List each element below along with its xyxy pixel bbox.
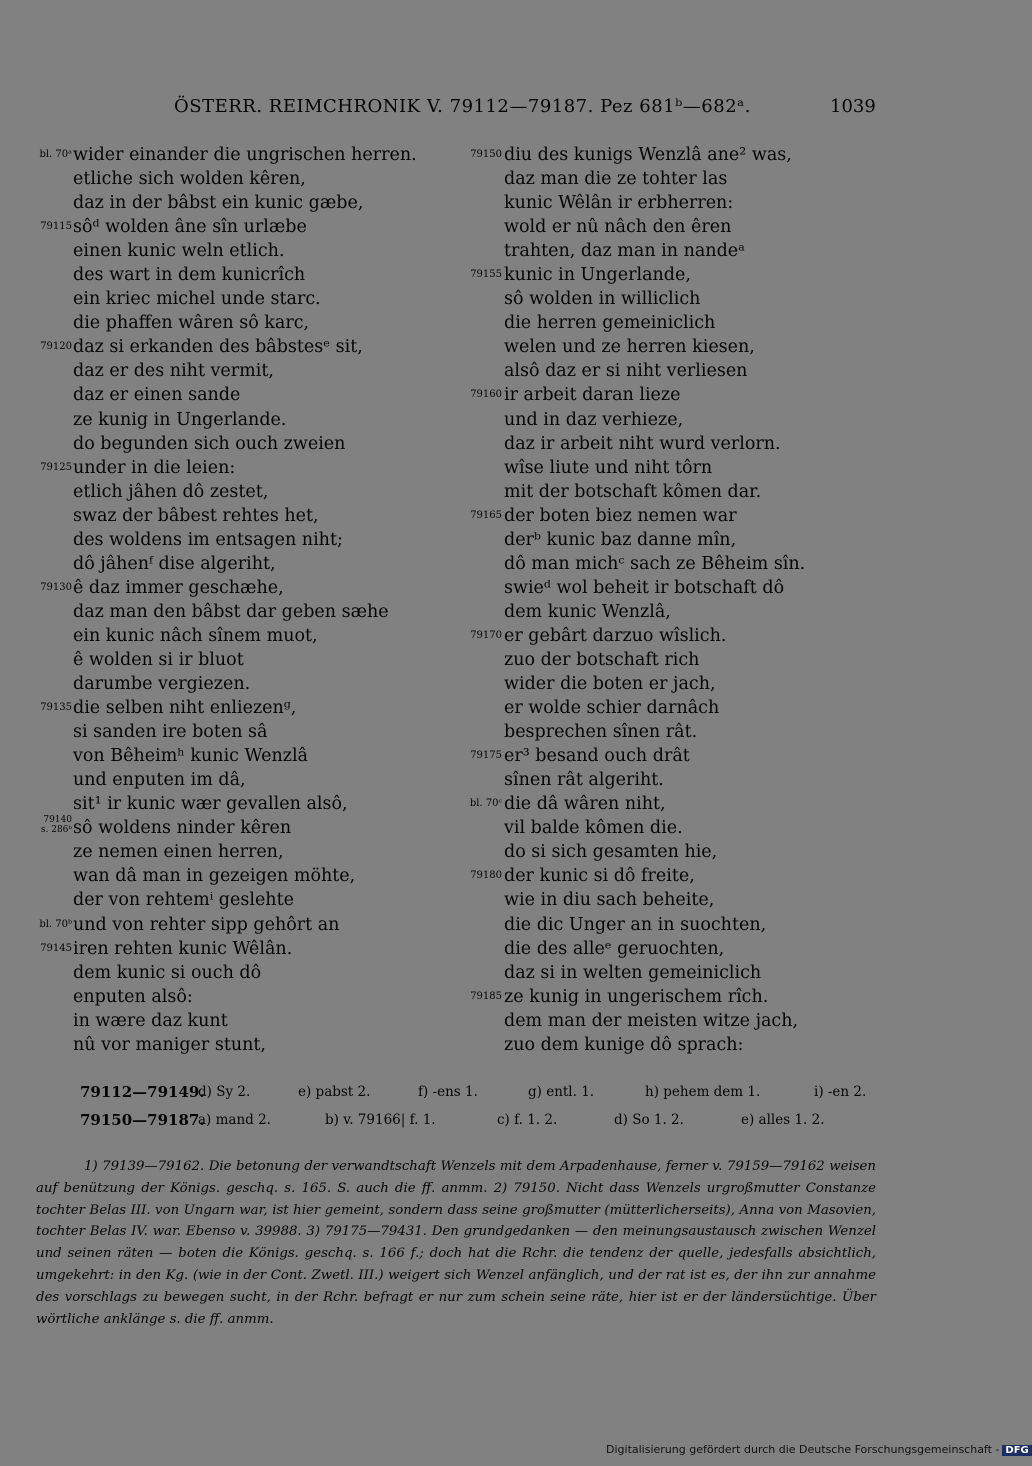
verse-line	[0, 624, 460, 648]
verse-line	[462, 239, 1000, 263]
verse-line	[0, 1009, 460, 1033]
verse-text: er gebârt darzuo wîslich.	[504, 625, 727, 646]
verse-line	[462, 480, 1000, 504]
line-number: 79145	[40, 942, 72, 954]
line-marker	[462, 792, 502, 816]
variant-reading: d) So 1. 2.	[614, 1112, 684, 1128]
verse-line	[0, 600, 460, 624]
verse-text: dem kunic Wenzlâ,	[504, 601, 671, 622]
verse-text: dô man michᶜ sach ze Bêheim sîn.	[504, 553, 806, 574]
line-marker	[462, 504, 502, 528]
verse-text: swieᵈ wol beheit ir botschaft dô	[504, 577, 785, 598]
line-number: 79150	[470, 149, 502, 160]
verse-line	[462, 913, 1000, 937]
variant-apparatus	[0, 1078, 1000, 1134]
verse-line	[0, 335, 460, 359]
line-number: 79175	[470, 750, 502, 762]
verse-text: und in daz verhieze,	[504, 409, 684, 430]
verse-text: ze kunig in Ungerlande.	[73, 409, 287, 430]
verse-line	[462, 961, 1000, 985]
verse-text: daz si erkanden des bâbstesᵉ sit,	[73, 337, 363, 358]
verse-line	[0, 456, 460, 480]
line-number: bl. 70ᵃ	[39, 149, 72, 160]
verse-line	[462, 287, 1000, 311]
variant-reading: e) alles 1. 2.	[741, 1112, 825, 1128]
verse-line	[462, 624, 1000, 648]
line-number: 79160	[470, 389, 502, 401]
verse-text: dem kunic si ouch dô	[73, 962, 262, 983]
verse-line	[462, 263, 1000, 287]
verse-text: einen kunic weln etlich.	[73, 241, 285, 262]
line-number: 79125	[40, 461, 72, 473]
verse-line	[462, 335, 1000, 359]
verse-text: swaz der bâbest rehtes het,	[73, 505, 319, 526]
verse-line	[0, 191, 460, 215]
variant-row	[0, 1106, 1000, 1134]
verse-text: sôᵈ wolden âne sîn urlæbe	[73, 217, 307, 238]
verse-text: under in die leien:	[73, 457, 236, 478]
verse-line	[0, 432, 460, 456]
verse-text: nû vor maniger stunt,	[73, 1034, 266, 1055]
verse-line	[462, 792, 1000, 816]
verse-line	[462, 888, 1000, 912]
variant-row	[0, 1078, 1000, 1106]
page-number: 1039	[830, 96, 876, 117]
line-number: 79120	[40, 341, 72, 353]
verse-text: darumbe vergiezen.	[73, 674, 251, 695]
verse-line	[462, 143, 1000, 167]
verse-line	[0, 408, 460, 432]
line-marker	[462, 864, 502, 888]
verse-text: wider die boten er jach,	[504, 674, 716, 695]
line-marker	[10, 215, 72, 239]
verse-line	[462, 311, 1000, 335]
verse-text: ze nemen einen herren,	[73, 842, 284, 863]
line-marker	[462, 744, 502, 768]
line-marker	[10, 335, 72, 359]
verse-line	[462, 383, 1000, 407]
verse-line	[462, 840, 1000, 864]
verse-line	[0, 552, 460, 576]
variant-reading: b) v. 79166| f. 1.	[325, 1112, 436, 1128]
verse-text: die dâ wâren niht,	[504, 794, 666, 815]
running-header	[0, 96, 1000, 124]
line-marker	[10, 913, 72, 937]
verse-line	[462, 600, 1000, 624]
verse-line	[462, 744, 1000, 768]
verse-text: wie in diu sach beheite,	[504, 890, 715, 911]
verse-text: die herren gemeiniclich	[504, 313, 716, 334]
verse-line	[462, 864, 1000, 888]
verse-text: die phaffen wâren sô karc,	[73, 313, 310, 334]
line-marker	[462, 143, 502, 167]
verse-line	[462, 816, 1000, 840]
verse-text: kunic in Ungerlande,	[504, 265, 691, 286]
verse-column-right	[462, 143, 1000, 1057]
verse-text: welen und ze herren kiesen,	[504, 337, 755, 358]
verse-text: sô woldens ninder kêren	[73, 818, 292, 839]
footnotes	[36, 1156, 876, 1330]
page-reference: s. 286ᵇ	[40, 825, 72, 836]
line-marker	[10, 696, 72, 720]
verse-text: wan dâ man in gezeigen möhte,	[73, 866, 356, 887]
line-marker	[462, 985, 502, 1009]
verse-text: die dic Unger an in suochten,	[504, 914, 767, 935]
verse-text: und von rehter sipp gehôrt an	[73, 914, 340, 935]
running-title: ÖSTERR. REIMCHRONIK V. 79112—79187. Pez 681ᵇ—682ᵃ.	[174, 96, 751, 117]
verse-text: von Bêheimʰ kunic Wenzlâ	[73, 746, 308, 767]
verse-line	[0, 864, 460, 888]
verse-text: alsô daz er si niht verliesen	[504, 361, 748, 382]
verse-line	[0, 311, 460, 335]
line-number: 79170	[470, 629, 502, 641]
verse-text: wîse liute und niht tôrn	[504, 457, 713, 478]
verse-line	[0, 672, 460, 696]
line-number: 79180	[470, 870, 502, 882]
verse-line	[0, 768, 460, 792]
verse-line	[462, 937, 1000, 961]
verse-text: wold er nû nâch den êren	[504, 217, 732, 238]
verse-column-left	[0, 143, 460, 1057]
verse-line	[462, 408, 1000, 432]
verse-text: daz ir arbeit niht wurd verlorn.	[504, 433, 781, 454]
verse-line	[462, 576, 1000, 600]
verse-text: zuo der botschaft rich	[504, 649, 700, 670]
verse-line	[462, 167, 1000, 191]
verse-line	[462, 768, 1000, 792]
line-marker	[10, 576, 72, 600]
verse-text: die des alleᵉ geruochten,	[504, 938, 725, 959]
verse-line	[462, 456, 1000, 480]
verse-text: vil balde kômen die.	[504, 818, 683, 839]
variant-reading: d) Sy 2.	[198, 1084, 251, 1100]
verse-text: si sanden ire boten sâ	[73, 722, 268, 743]
verse-line	[462, 1033, 1000, 1057]
verse-text: die selben niht enliezenᵍ,	[73, 698, 297, 719]
line-number: 79115	[40, 221, 72, 233]
verse-text: diu des kunigs Wenzlâ ane² was,	[504, 145, 792, 165]
line-marker	[10, 143, 72, 167]
verse-line	[0, 359, 460, 383]
verse-text: daz si in welten gemeiniclich	[504, 962, 762, 983]
line-marker	[10, 815, 72, 835]
verse-text: sînen rât algeriht.	[504, 770, 664, 791]
verse-text: und enputen im dâ,	[73, 770, 246, 791]
verse-line	[0, 263, 460, 287]
verse-text: daz er einen sande	[73, 385, 241, 406]
verse-line	[0, 143, 460, 167]
line-marker	[462, 383, 502, 407]
line-number: 79155	[470, 269, 502, 281]
verse-line	[0, 167, 460, 191]
verse-text: sit¹ ir kunic wær gevallen alsô,	[73, 794, 348, 815]
line-number: 79185	[470, 990, 502, 1002]
verse-text: wider einander die ungrischen herren.	[73, 145, 417, 165]
verse-text: ê daz immer geschæhe,	[73, 577, 284, 598]
verse-text: derᵇ kunic baz danne mîn,	[504, 529, 737, 550]
variant-range: 79112—79149.	[80, 1083, 205, 1101]
verse-text: ê wolden si ir bluot	[73, 649, 244, 670]
verse-text: do si sich gesamten hie,	[504, 842, 718, 863]
verse-text: trahten, daz man in nandeᵃ	[504, 241, 745, 262]
verse-text: ein kunic nâch sînem muot,	[73, 625, 318, 646]
verse-line	[462, 191, 1000, 215]
verse-line	[0, 383, 460, 407]
line-number: 79130	[40, 581, 72, 593]
verse-text: mit der botschaft kômen dar.	[504, 481, 762, 502]
verse-line	[0, 840, 460, 864]
footnote-text: 1) 79139—79162. Die betonung der verwandtschaft Wenzels mit dem Arpadenhause, ferner v. 79159—79162 weisen auf benützung der Königs. geschq. s. 165. S. auch die ff. anmm. 2) 79150. Nicht dass Wenzels urgroßmutter Constanze tochter Belas III. von Ungarn war, ist hier gemeint, sondern dass seine großmutter (mütterlicherseits), Anna von Masovien, tochter Belas IV. war. Ebenso v. 39988. 3) 79175—79431. Den grundgedanken — den meinungsaustausch zwischen Wenzel und seinen räten — boten die Königs. geschq. s. 166 f.; doch hat die Rchr. die tendenz der quelle, jedesfalls absichtlich, umgekehrt: in den Kg. (wie in der Cont. Zwetl. III.) weigert sich Wenzel anfänglich, und der rat ist es, der ihn zur annahme des vorschlags zu bewegen sucht, in der Rchr. befragt er nur zum schein seine räte, hier ist er der ländersüchtige. Über wörtliche anklänge s. die ff. anmm.	[36, 1159, 876, 1327]
verse-text: etliche sich wolden kêren,	[73, 169, 306, 190]
verse-text: iren rehten kunic Wêlân.	[73, 938, 293, 959]
verse-text: daz man den bâbst dar geben sæhe	[73, 601, 389, 622]
verse-line	[0, 1033, 460, 1057]
verse-text: zuo dem kunige dô sprach:	[504, 1034, 744, 1055]
variant-reading: e) pabst 2.	[298, 1084, 371, 1100]
verse-text: in wære daz kunt	[73, 1010, 228, 1031]
line-number: 79135	[40, 702, 72, 714]
verse-text: etlich jâhen dô zestet,	[73, 481, 269, 502]
verse-line	[0, 937, 460, 961]
line-number: bl. 70ᶜ	[469, 798, 502, 810]
verse-line	[462, 720, 1000, 744]
verse-line	[462, 1009, 1000, 1033]
verse-line	[462, 528, 1000, 552]
footer-text: Digitalisierung gefördert durch die Deutsche Forschungsgemeinschaft -	[606, 1443, 1000, 1456]
verse-line	[462, 648, 1000, 672]
variant-reading: h) pehem dem 1.	[645, 1084, 761, 1100]
verse-text: ir arbeit daran lieze	[504, 385, 681, 406]
line-marker	[462, 263, 502, 287]
verse-line	[0, 792, 460, 816]
verse-line	[462, 359, 1000, 383]
verse-text: enputen alsô:	[73, 986, 193, 1007]
verse-line	[462, 552, 1000, 576]
line-marker	[10, 937, 72, 961]
verse-text: des woldens im entsagen niht;	[73, 529, 343, 550]
verse-line	[0, 696, 460, 720]
verse-line	[462, 215, 1000, 239]
variant-range: 79150—79187.	[80, 1111, 205, 1129]
verse-text: daz man die ze tohter las	[504, 169, 728, 190]
verse-text: daz in der bâbst ein kunic gæbe,	[73, 193, 364, 214]
verse-line	[0, 816, 460, 840]
verse-text: dô jâhenᶠ dise algeriht,	[73, 553, 276, 574]
verse-line	[0, 888, 460, 912]
verse-text: daz er des niht vermit,	[73, 361, 274, 382]
verse-line	[0, 480, 460, 504]
line-marker	[10, 456, 72, 480]
line-number: 79140	[43, 815, 72, 826]
verse-text: er wolde schier darnâch	[504, 698, 720, 719]
variant-reading: g) entl. 1.	[528, 1084, 595, 1100]
verse-line	[0, 576, 460, 600]
variant-reading: i) -en 2.	[814, 1084, 867, 1100]
verse-text: der von rehtemⁱ geslehte	[73, 890, 294, 911]
verse-line	[0, 287, 460, 311]
line-number: 79165	[470, 509, 502, 521]
verse-text: der kunic si dô freite,	[504, 866, 695, 887]
verse-text: des wart in dem kunicrîch	[73, 265, 306, 286]
verse-text: der boten biez nemen war	[504, 505, 737, 526]
variant-reading: a) mand 2.	[198, 1112, 271, 1128]
verse-line	[462, 672, 1000, 696]
verse-text: ze kunig in ungerischem rîch.	[504, 986, 769, 1007]
dfg-logo: DFG	[1002, 1445, 1031, 1456]
variant-reading: f) -ens 1.	[418, 1084, 478, 1100]
verse-line	[0, 744, 460, 768]
variant-reading: c) f. 1. 2.	[497, 1112, 558, 1128]
verse-line	[462, 432, 1000, 456]
verse-line	[462, 504, 1000, 528]
verse-line	[462, 696, 1000, 720]
verse-line	[0, 985, 460, 1009]
verse-line	[0, 528, 460, 552]
verse-line	[0, 961, 460, 985]
verse-line	[462, 985, 1000, 1009]
verse-line	[0, 504, 460, 528]
verse-line	[0, 648, 460, 672]
line-number: bl. 70ᵇ	[39, 918, 72, 930]
verse-line	[0, 720, 460, 744]
verse-text: sô wolden in williclich	[504, 289, 701, 310]
verse-text: kunic Wêlân ir erbherren:	[504, 193, 734, 214]
verse-text: er³ besand ouch drât	[504, 746, 690, 767]
line-marker	[462, 624, 502, 648]
verse-text: besprechen sînen rât.	[504, 722, 698, 743]
verse-line	[0, 239, 460, 263]
verse-line	[0, 215, 460, 239]
footer-credit	[606, 1443, 1032, 1456]
verse-text: dem man der meisten witze jach,	[504, 1010, 799, 1031]
verse-text: ein kriec michel unde starc.	[73, 289, 321, 310]
verse-line	[0, 913, 460, 937]
verse-text: do begunden sich ouch zweien	[73, 433, 346, 454]
